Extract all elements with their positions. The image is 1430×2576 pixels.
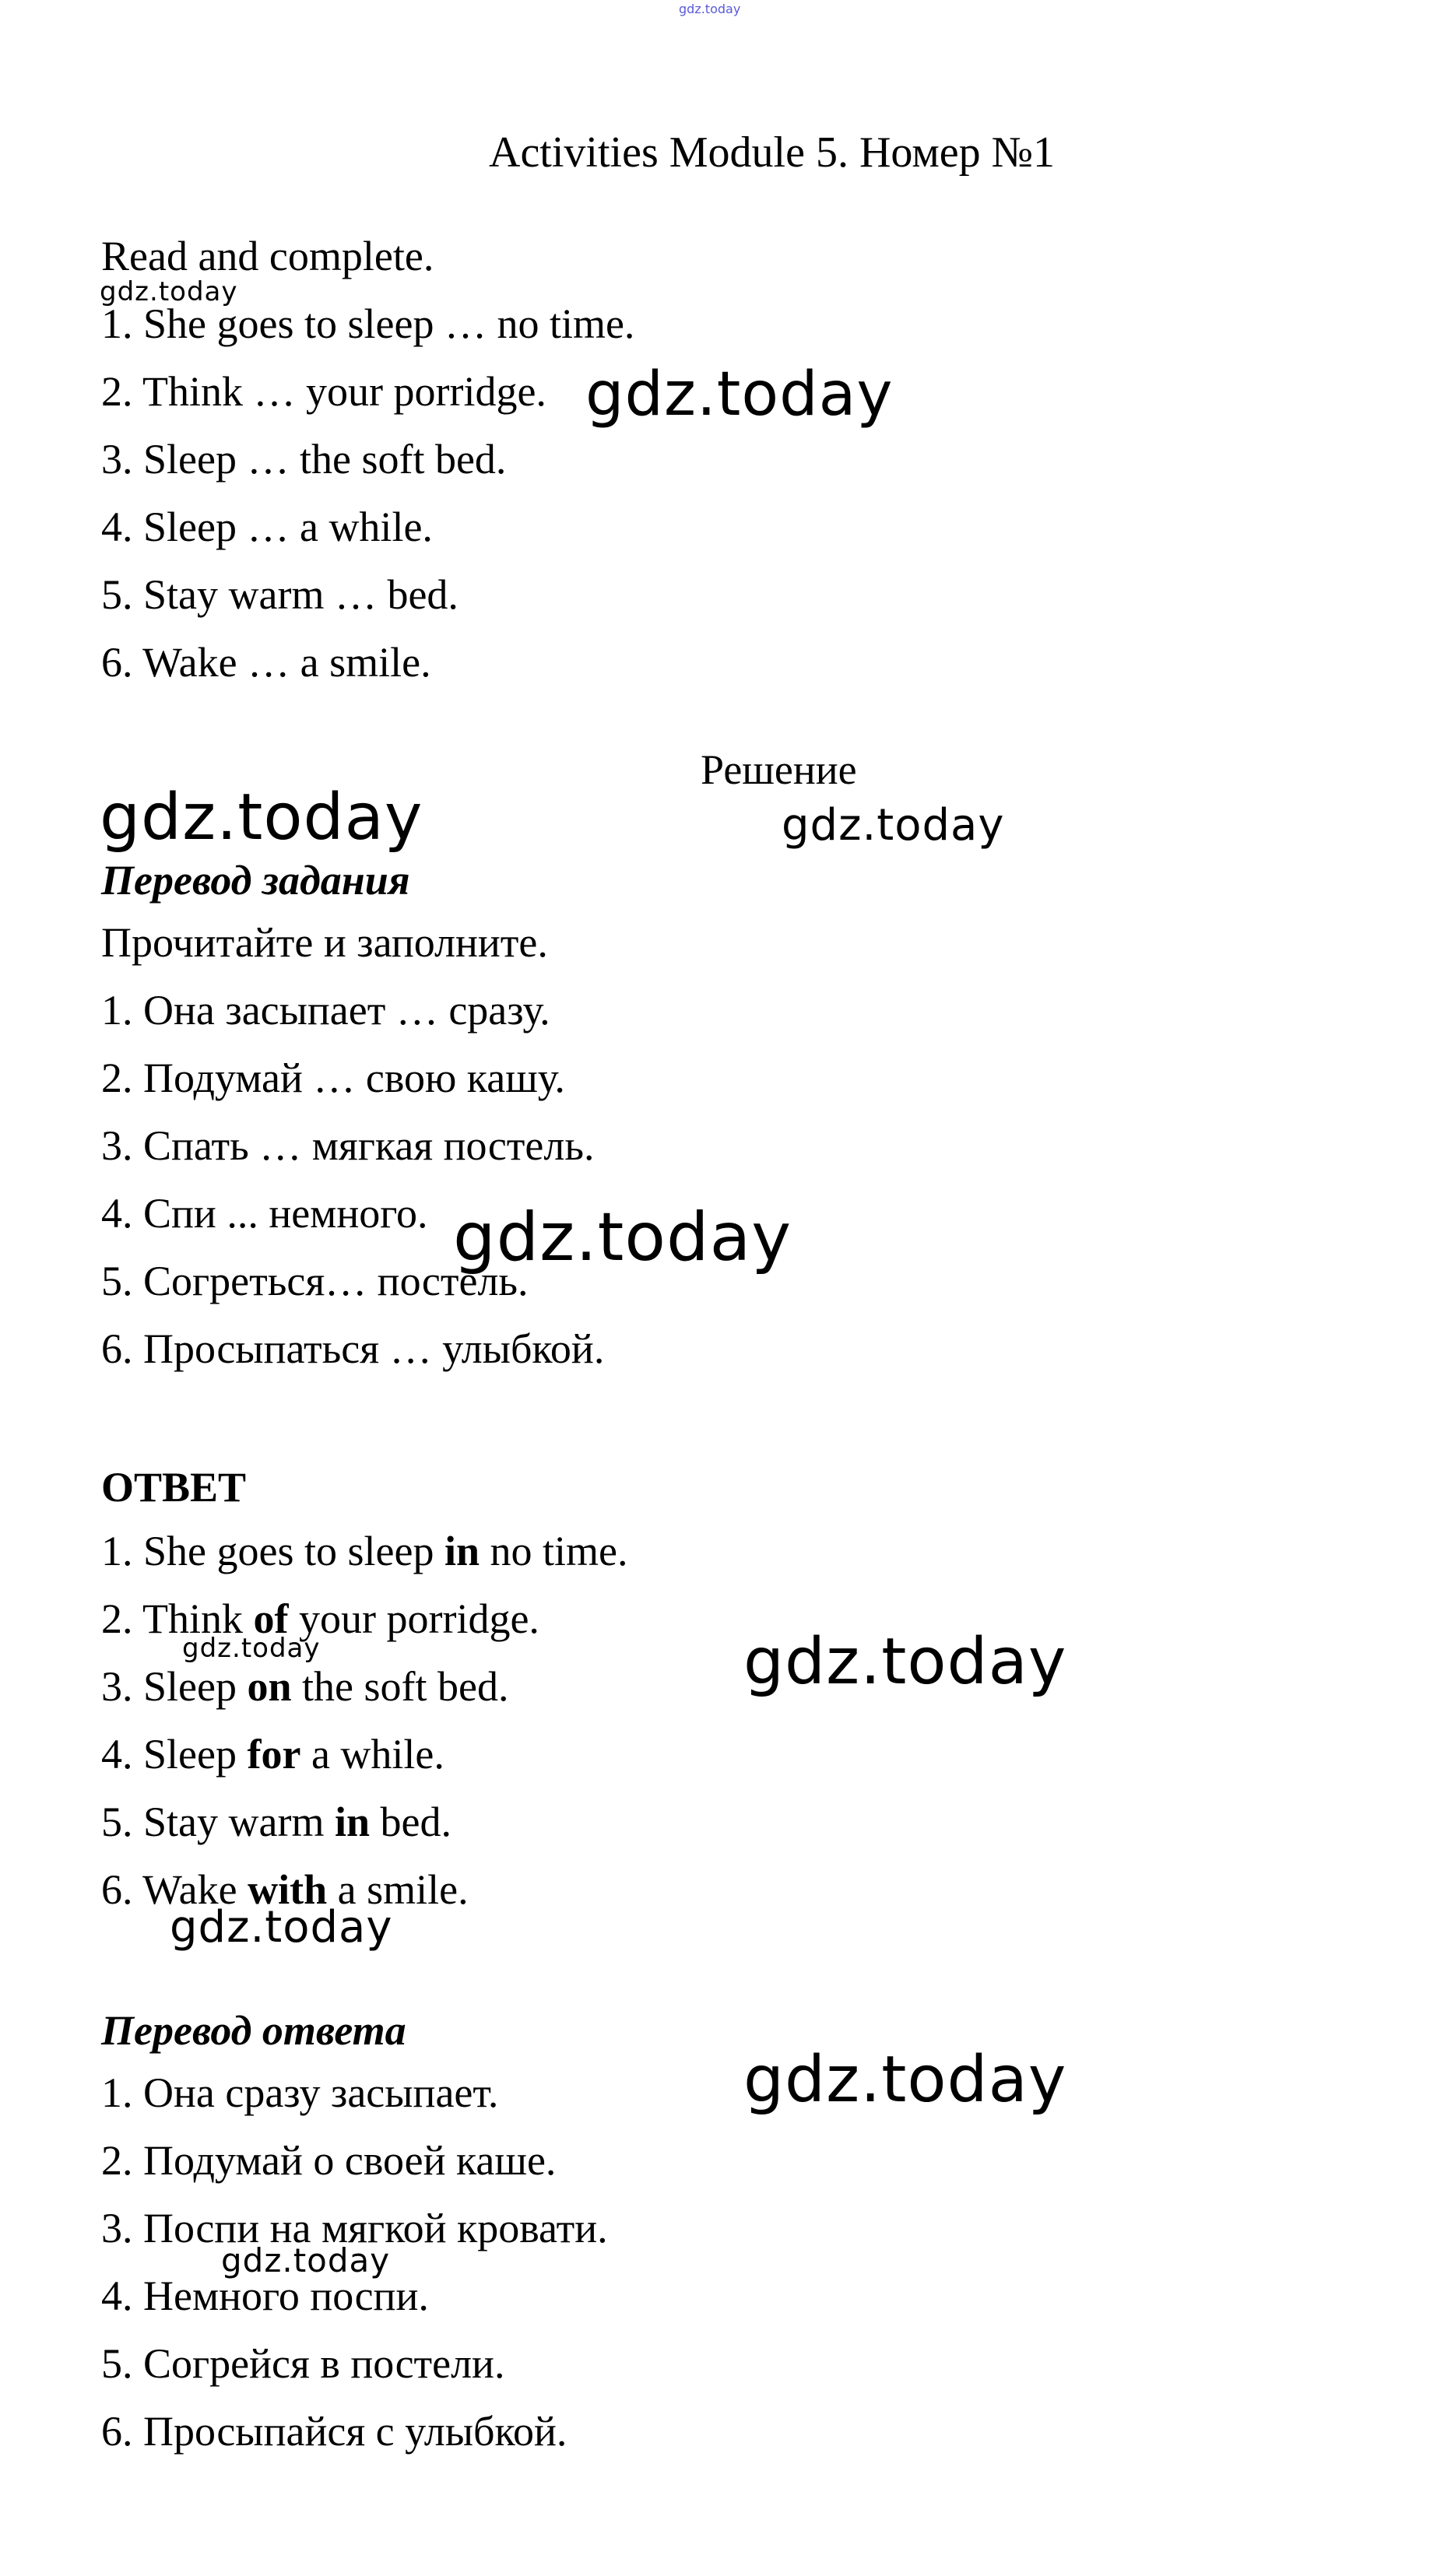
answer-item — [101, 1663, 509, 1710]
task-item: 4. Sleep … a while. — [101, 504, 433, 550]
answer-after: a while. — [311, 1731, 444, 1778]
answer-word: for — [247, 1731, 301, 1778]
task-item: 5. Stay warm … bed. — [101, 571, 459, 618]
answer-num: 5. — [101, 1799, 133, 1845]
answer-after: your porridge. — [299, 1595, 539, 1642]
answer-translation-item: 2. Подумай о своей каше. — [101, 2137, 557, 2184]
task-translation-item: 2. Подумай … свою кашу. — [101, 1055, 565, 1101]
task-item: 2. Think … your porridge. — [101, 368, 546, 415]
task-instruction: Read and complete. — [101, 233, 434, 279]
task-item: 1. She goes to sleep … no time. — [101, 300, 635, 347]
answer-item — [101, 1530, 627, 1572]
answer-num: 3. — [101, 1663, 133, 1710]
task-translation-item: 4. Спи ... немного. — [101, 1190, 428, 1237]
task-translation-item: 6. Просыпаться … улыбкой. — [101, 1325, 605, 1372]
answer-after: bed. — [380, 1799, 451, 1845]
answer-translation-item: 6. Просыпайся с улыбкой. — [101, 2408, 567, 2455]
task-translation-instruction: Прочитайте и заполните. — [101, 919, 548, 966]
answer-heading: ОТВЕТ — [101, 1464, 247, 1511]
answer-after: a smile. — [337, 1866, 469, 1913]
watermark: gdz.today — [743, 2043, 1067, 2117]
answer-word: in — [444, 1528, 480, 1574]
task-translation-item: 3. Спать … мягкая постель. — [101, 1122, 595, 1169]
task-translation-item: 1. Она засыпает … сразу. — [101, 987, 550, 1034]
watermark: gdz.today — [221, 2241, 391, 2279]
watermark: gdz.today — [585, 360, 894, 430]
answer-translation-item: 3. Поспи на мягкой кровати. — [101, 2205, 608, 2251]
answer-translation-heading: Перевод ответа — [101, 2007, 406, 2054]
answer-before: Stay warm — [143, 1799, 325, 1845]
answer-before: Sleep — [143, 1731, 237, 1778]
answer-item — [101, 1801, 451, 1843]
answer-translation-item: 4. Немного поспи. — [101, 2272, 429, 2319]
task-item: 3. Sleep … the soft bed. — [101, 436, 507, 483]
watermark: gdz.today — [453, 1199, 792, 1276]
answer-after: the soft bed. — [302, 1663, 509, 1710]
watermark: gdz.today — [182, 1633, 321, 1664]
answer-translation-item: 1. Она сразу засыпает. — [101, 2069, 499, 2116]
answer-word: in — [334, 1799, 370, 1845]
watermark: gdz.today — [170, 1902, 393, 1953]
answer-num: 4. — [101, 1731, 133, 1778]
watermark: gdz.today — [743, 1625, 1067, 1699]
answer-word: on — [247, 1663, 292, 1710]
answer-before: She goes to sleep — [143, 1528, 434, 1574]
answer-before: Think — [142, 1595, 244, 1642]
answer-after: no time. — [490, 1528, 628, 1574]
watermark: gdz.today — [782, 800, 1005, 851]
answer-before: Sleep — [143, 1663, 237, 1710]
watermark: gdz.today — [100, 276, 238, 307]
answer-before: Wake — [142, 1866, 237, 1913]
task-translation-heading: Перевод задания — [101, 857, 410, 904]
task-item: 6. Wake … a smile. — [101, 639, 431, 686]
answer-item — [101, 1731, 444, 1778]
answer-num: 1. — [101, 1528, 133, 1574]
answer-translation-item: 5. Согрейся в постели. — [101, 2340, 505, 2387]
watermark-top: gdz.today — [679, 2, 741, 16]
answer-num: 6. — [101, 1866, 133, 1913]
answer-word: of — [253, 1595, 289, 1642]
solution-label: Решение — [701, 746, 857, 793]
watermark: gdz.today — [100, 781, 423, 855]
page-title: Activities Module 5. Номер №1 — [489, 128, 1056, 177]
answer-num: 2. — [101, 1595, 133, 1642]
task-translation-item: 5. Согреться… постель. — [101, 1258, 529, 1304]
answer-word: with — [248, 1866, 328, 1913]
